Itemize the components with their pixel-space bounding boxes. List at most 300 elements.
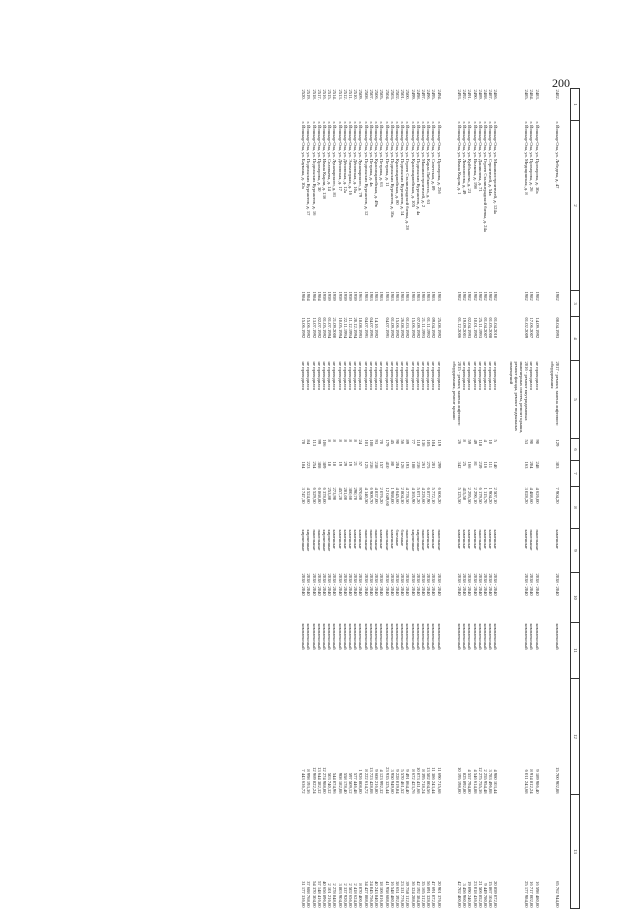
table-row xyxy=(483,89,488,909)
table-cell-col-10: 2038 - 2040 xyxy=(348,573,354,596)
table-cell-col-7: 29 xyxy=(342,461,348,467)
table-cell-col-3: 1983 xyxy=(379,291,385,301)
table-cell-col-13: 8 070 400,00 xyxy=(358,883,364,908)
table-cell-col-9: каменные xyxy=(426,529,432,549)
table-cell-col-11: комплексный xyxy=(327,623,333,650)
table-cell-col-12: 558 178,40 xyxy=(342,772,348,794)
table-cell-col-10: 2038 - 2040 xyxy=(482,573,488,596)
table-cell-col-4: 19.09.2001 xyxy=(462,317,468,339)
table-cell-col-12: 23 935 325,44 xyxy=(384,767,390,794)
table-cell-col-11: комплексный xyxy=(477,623,483,650)
table-cell-col-9: панельные xyxy=(316,529,322,551)
table-cell-col-6: 89 xyxy=(405,439,411,445)
table-cell-col-12: 9 228 019,84 xyxy=(394,769,400,794)
table-cell-col-5: 2015 - ремонт, замена лифтового оборудования, ремонт крыши xyxy=(451,361,462,426)
table-cell-col-11: комплексный xyxy=(368,623,374,650)
table-cell-col-8: 4 226,60 xyxy=(420,487,426,504)
table-row xyxy=(529,89,534,909)
table-cell-col-8: 12 049,60 xyxy=(384,487,390,506)
table-cell-col-7: 303 xyxy=(555,461,560,469)
table-cell-col-10: 2038 - 2040 xyxy=(456,573,462,596)
table-cell-col-12: 4 546 614,88 xyxy=(472,769,478,794)
table-cell-col-4: 10.01.1992 xyxy=(472,317,478,339)
table-cell-col-12: 9 189 986,40 xyxy=(534,769,540,794)
table-cell-col-11: комплексный xyxy=(493,623,499,650)
table-cell-col-7: 193 xyxy=(405,461,411,469)
table-cell-col-7: 18 xyxy=(327,461,333,467)
table-cell-col-11: комплексный xyxy=(311,623,317,650)
table-cell-col-4: 01.05.1992 xyxy=(322,317,328,339)
column-number-13: 13 xyxy=(571,795,580,909)
table-cell-col-3: 1983 xyxy=(420,291,426,301)
table-cell-col-12: 4 123 992,32 xyxy=(379,769,385,794)
table-cell-col-11: комплексный xyxy=(363,623,369,650)
table-row xyxy=(353,89,358,909)
table-cell-col-13: 36 324 288,00 xyxy=(410,881,416,908)
table-cell-col-2: г. Йошкар-Ола, ул. Подольских Курсантов, д. 12 xyxy=(363,121,369,216)
table-cell-col-10: 2038 - 2040 xyxy=(410,573,416,596)
table-cell-col-5: не проводился xyxy=(332,361,338,390)
group-spacer xyxy=(498,89,508,909)
table-cell-col-12: 2 255 954,48 xyxy=(482,769,488,794)
table-cell-col-2: г. Йошкар-Ола, ул. Героев Сталинградской битвы, д. 28 xyxy=(405,121,411,230)
table-cell-col-12: 8 998 193,36 xyxy=(306,769,312,794)
column-number-3: 3 xyxy=(571,291,580,317)
table-cell-col-7: 19 xyxy=(337,461,343,467)
table-cell-col-5: не проводился xyxy=(353,361,359,390)
table-cell-col-1: 2509. xyxy=(358,89,364,100)
table-cell-col-4: 15.06.1992 xyxy=(301,317,307,339)
table-cell-col-9: кирпичные xyxy=(306,529,312,552)
table-cell-col-12: 6 011 243,68 xyxy=(524,769,530,794)
table-cell-col-1: 2515. xyxy=(327,89,333,100)
table-cell-col-12: 908 182,08 xyxy=(337,772,343,794)
table-cell-col-8: 6 378,00 xyxy=(322,487,328,504)
group-spacer xyxy=(560,89,571,909)
table-cell-col-12: 7 443 636,72 xyxy=(301,769,307,794)
table-cell-col-10: 2038 - 2040 xyxy=(488,573,494,596)
table-cell-col-11: комплексный xyxy=(301,623,307,650)
table-cell-col-7: 25 xyxy=(462,461,468,467)
table-cell-col-9: каменные xyxy=(467,529,473,549)
group-spacer xyxy=(442,89,452,909)
table-row xyxy=(343,89,348,909)
table-cell-col-4: 25.11.1993 xyxy=(477,317,483,339)
table-row xyxy=(390,89,395,909)
table-cell-col-9: блочные xyxy=(394,529,400,547)
table-cell-col-4: 02.07.1992 xyxy=(316,317,322,339)
table-cell-col-6: 78 xyxy=(301,439,307,445)
table-cell-col-11: комплексный xyxy=(456,623,462,650)
registry-table xyxy=(301,88,580,909)
table-cell-col-9: панельные xyxy=(384,529,390,551)
table-cell-col-4: 02.04.1993 xyxy=(467,317,473,339)
table-cell-col-4: 21.09.2000 xyxy=(332,317,338,339)
table-cell-col-6: 4 xyxy=(482,439,488,442)
table-cell-col-12: 8 395 718,24 xyxy=(420,769,426,794)
table-cell-col-2: г. Йошкар-Ола, ул. Дѐповская, д. 17 xyxy=(337,121,343,191)
table-cell-col-8: 5 125,50 xyxy=(456,487,462,504)
table-cell-col-8: 5 071,20 xyxy=(415,487,421,504)
group-spacer xyxy=(540,89,550,909)
table-cell-col-2: г. Йошкар-Ола, ул. Карла Либкнехта, д. 63 xyxy=(426,121,432,205)
table-cell-col-10: 2038 - 2040 xyxy=(467,573,473,596)
table-cell-col-8: 300,60 xyxy=(348,487,354,501)
table-row xyxy=(384,89,389,909)
table-cell-col-10: 2038 - 2040 xyxy=(405,573,411,596)
table-cell-col-12: 9 608 216,80 xyxy=(374,769,380,794)
table-cell-col-4: 11.12.1994 xyxy=(348,317,354,339)
table-cell-col-4: 17.06.2007 xyxy=(529,317,535,339)
table-cell-col-10: 2038 - 2040 xyxy=(358,573,364,596)
table-cell-col-5: не проводился xyxy=(394,361,400,390)
table-cell-col-7: 80 xyxy=(389,461,395,467)
table-cell-col-1: 2495. xyxy=(431,89,437,100)
table-cell-col-3: 1983 xyxy=(410,291,416,301)
table-cell-col-1: 2506. xyxy=(374,89,380,100)
table-cell-col-6: 45 xyxy=(389,439,395,445)
table-cell-col-3: 1984 xyxy=(311,291,317,301)
table-cell-col-9: кирпичные xyxy=(327,529,333,552)
table-cell-col-13: 2 418 624,00 xyxy=(353,883,359,908)
table-cell-col-8: 2 804,30 xyxy=(400,487,406,504)
table-cell-col-7: 111 xyxy=(488,461,494,469)
table-cell-col-7: 157 xyxy=(379,461,385,469)
table-cell-col-5: не проводился xyxy=(322,361,328,390)
table-cell-col-2: г. Йошкар-Ола, ул. Подольских Курсантов, д. 17 xyxy=(306,121,312,216)
table-cell-col-1: 2483. xyxy=(534,89,540,100)
table-cell-col-12: 503 740,32 xyxy=(327,772,333,794)
table-cell-col-5: не проводился xyxy=(420,361,426,390)
table-cell-col-13: 40 656 896,00 xyxy=(322,881,328,908)
table-cell-col-7: 81 xyxy=(472,461,478,467)
table-cell-col-4: 09.04.1992 xyxy=(431,317,437,339)
table-cell-col-1: 2517. xyxy=(316,89,322,100)
table-cell-col-12: 3 783 496,08 xyxy=(488,769,494,794)
table-cell-col-12: 544 074,96 xyxy=(332,772,338,794)
table-cell-col-8: 6 529,50 xyxy=(311,487,317,504)
table-cell-col-10: 2038 - 2040 xyxy=(477,573,483,596)
table-cell-col-3: 1984 xyxy=(306,291,312,301)
table-cell-col-6: 77 xyxy=(410,439,416,445)
table-cell-col-3: 1963 xyxy=(358,291,364,301)
table-cell-col-3: 1959 xyxy=(342,291,348,301)
table-cell-col-3: 1982 xyxy=(524,291,530,301)
table-cell-col-6: 8 xyxy=(337,439,343,442)
table-cell-col-12: 3 950 949,60 xyxy=(389,769,395,794)
group-spacer-cell xyxy=(498,89,508,909)
table-cell-col-5: не проводился xyxy=(488,361,494,390)
table-row xyxy=(462,89,467,909)
table-cell-col-9: каменные xyxy=(337,529,343,549)
table-cell-col-10: 2038 - 2040 xyxy=(394,573,400,596)
table-cell-col-3: 1982 xyxy=(493,291,499,301)
table-cell-col-11: комплексный xyxy=(400,623,406,650)
table-cell-col-10: 2038 - 2040 xyxy=(389,573,395,596)
table-cell-col-4: 01.05.2008 xyxy=(488,317,494,339)
table-row xyxy=(493,89,498,909)
table-cell-col-8: 6 868,80 xyxy=(316,487,322,504)
table-cell-col-9: каменные xyxy=(332,529,338,549)
table-cell-col-13: 42 192 384,00 xyxy=(415,881,421,908)
table-cell-col-1: 2519. xyxy=(306,89,312,100)
table-cell-col-2: г. Йошкар-Ола, ул. Петрова, д. 4в xyxy=(368,121,374,187)
table-cell-col-2: г. Йошкар-Ола, ул. Прохорова, д. 30а xyxy=(534,121,540,194)
table-cell-col-13: 31 177 336,00 xyxy=(301,881,307,908)
table-cell-col-8: 2 076,20 xyxy=(379,487,385,504)
table-cell-col-5: не проводился xyxy=(301,361,307,390)
table-cell-col-4: 01.11.1992 xyxy=(426,317,432,339)
table-cell-col-5: не проводился xyxy=(374,361,380,390)
table-cell-col-6: 119 xyxy=(436,439,442,447)
table-cell-col-2: г. Йошкар-Ола, ул. Прохорова, д. 30 xyxy=(316,121,322,192)
table-cell-col-10: 2038 - 2040 xyxy=(436,573,442,596)
table-cell-col-4: 01.12.2006 xyxy=(456,317,462,339)
column-number-row xyxy=(571,89,580,909)
table-cell-col-1: 2491. xyxy=(467,89,473,100)
table-cell-col-7: 18 xyxy=(332,461,338,467)
table-cell-col-9: каменные xyxy=(456,529,462,549)
table-cell-col-13: 57 148 416,00 xyxy=(316,881,322,908)
table-cell-col-4: 07.09.1992 xyxy=(415,317,421,339)
table-cell-col-7: 238 xyxy=(374,461,380,469)
table-cell-col-10: 2038 - 2040 xyxy=(337,573,343,596)
table-cell-col-13: 23 331 776,00 xyxy=(400,881,406,908)
table-cell-col-9: панельные xyxy=(311,529,317,551)
table-cell-col-1: 2486. xyxy=(493,89,499,100)
table-cell-col-10: 2038 - 2040 xyxy=(301,573,307,596)
table-cell-col-13: 39 758 112,00 xyxy=(405,881,411,908)
table-cell-col-1: 2497. xyxy=(420,89,426,100)
table-cell-col-11: комплексный xyxy=(436,623,442,650)
table-row xyxy=(534,89,539,909)
table-cell-col-6: 24 xyxy=(358,439,364,445)
table-cell-col-12: 13 723 428,08 xyxy=(368,767,374,794)
table-cell-col-5: 2016 - ремонт внутридомовых инженерных систем, ремонт крыши, ремонт фасада, ремонт подвальных помещений xyxy=(508,361,530,434)
table-cell-col-3: 1983 xyxy=(389,291,395,301)
table-row xyxy=(405,89,410,909)
table-cell-col-2: г. Йошкар-Ола, ул. Медицинская, д. 8 xyxy=(524,121,530,195)
table-cell-col-10: 2038 - 2040 xyxy=(400,573,406,596)
table-cell-col-10: 2038 - 2040 xyxy=(493,573,499,596)
table-cell-col-7: 188 xyxy=(410,461,416,469)
table-cell-col-6: 59 xyxy=(467,439,473,445)
table-cell-col-13: 56 891 328,00 xyxy=(426,881,432,908)
column-number-11: 11 xyxy=(571,623,580,679)
table-cell-col-9: каменные xyxy=(342,529,348,549)
table-cell-col-4: 18.08.1993 xyxy=(358,317,364,339)
table-cell-col-2: г. Йошкар-Ола, ул. Строителей, д. 54в xyxy=(488,121,494,196)
table-cell-col-4: 14.09.1992 xyxy=(534,317,540,339)
table-cell-col-11: комплексный xyxy=(488,623,494,650)
table-cell-col-7: 19 xyxy=(348,461,354,467)
table-cell-col-11: комплексный xyxy=(462,623,468,650)
table-cell-col-8: 7 904,20 xyxy=(555,487,560,504)
table-cell-col-1: 2484. xyxy=(529,89,535,100)
table-cell-col-12: 12 275 755,36 xyxy=(477,767,483,794)
table-row xyxy=(311,89,316,909)
table-cell-col-8: 1 115,70 xyxy=(482,487,488,504)
table-cell-col-6: 56 xyxy=(400,439,406,445)
table-cell-col-10: 2038 - 2040 xyxy=(420,573,426,596)
table-cell-col-9: панельные xyxy=(374,529,380,551)
table-cell-col-4: 15.06.1992 xyxy=(410,317,416,339)
table-cell-col-5: не проводился xyxy=(467,361,473,390)
table-row xyxy=(364,89,369,909)
table-cell-col-7: 410 xyxy=(384,461,390,469)
table-cell-col-9: панельные xyxy=(363,529,369,551)
table-cell-col-6: 49 xyxy=(472,439,478,445)
table-cell-col-2: г. Йошкар-Ола, ул. Соловьева, д. 14 xyxy=(327,121,333,191)
table-cell-col-6: 53 xyxy=(524,439,530,445)
table-cell-col-4: 01.07.1994 xyxy=(327,317,333,339)
table-cell-col-12: 10 195 198,00 xyxy=(456,767,462,794)
table-cell-col-4: 04.07.1991 xyxy=(384,317,390,339)
table-cell-col-7: 57 xyxy=(358,461,364,467)
table-cell-col-3: 1983 xyxy=(415,291,421,301)
table-cell-col-9: панельные xyxy=(405,529,411,551)
table-cell-col-6: 5 xyxy=(493,439,499,442)
table-cell-col-6: 70 xyxy=(379,439,385,445)
table-row xyxy=(400,89,405,909)
table-cell-col-13: 16 598 480,00 xyxy=(534,881,540,908)
table-cell-col-11: комплексный xyxy=(415,623,421,650)
table-cell-col-9: каменные xyxy=(493,529,499,549)
table-cell-col-2: г. Йошкар-Ола, ул. Прохорова, д. 25б xyxy=(436,121,442,194)
table-cell-col-1: 2520. xyxy=(301,89,307,100)
table-cell-col-7: 308 xyxy=(316,461,322,469)
table-cell-col-1: 2498. xyxy=(415,89,421,100)
table-cell-col-1: 2493. xyxy=(456,89,462,100)
table-row xyxy=(337,89,342,909)
table-cell-col-11: комплексный xyxy=(337,623,343,650)
table-cell-col-7: 184 xyxy=(301,461,307,469)
table-cell-col-7: 201 xyxy=(431,461,437,469)
table-cell-col-13: 38 651 392,00 xyxy=(394,881,400,908)
column-number-12: 12 xyxy=(571,679,580,795)
table-cell-col-13: 19 090 240,00 xyxy=(467,881,473,908)
table-cell-col-3: 1984 xyxy=(316,291,322,301)
table-cell-col-1: 2492. xyxy=(462,89,468,100)
table-cell-col-11: комплексный xyxy=(348,623,354,650)
table-cell-col-5: не проводился xyxy=(342,361,348,390)
table-cell-col-9: каменные xyxy=(431,529,437,549)
table-cell-col-5: не проводился xyxy=(384,361,390,390)
table-cell-col-10: 2038 - 2040 xyxy=(322,573,328,596)
table-cell-col-8: 5 772,10 xyxy=(431,487,437,504)
table-cell-col-2: г. Йошкар-Ола, ул. Подольских Курсантов, д. 10а xyxy=(389,121,395,218)
table-cell-col-10: 2038 - 2040 xyxy=(311,573,317,596)
table-cell-col-6: 179 xyxy=(384,439,390,447)
table-cell-col-5: не проводился xyxy=(316,361,322,390)
table-cell-col-2: г. Йошкар-Ола, ул. Машиностроителей, д. 124а xyxy=(493,121,499,214)
table-cell-col-12: 13 582 804,56 xyxy=(426,767,432,794)
table-cell-col-6: 118 xyxy=(415,439,421,447)
table-cell-col-5: не проводился xyxy=(477,361,483,390)
column-number-8: 8 xyxy=(571,487,580,529)
table-cell-col-13: 35 165 312,00 xyxy=(420,881,426,908)
table-cell-col-7: 204 xyxy=(394,461,400,469)
table-row xyxy=(348,89,353,909)
table-cell-col-5: 2017 - ремонт, замена лифтового оборудования xyxy=(549,361,560,426)
table-cell-col-4: 01.04.2007 xyxy=(482,317,488,339)
table-cell-col-9: каменные xyxy=(555,529,560,549)
table-cell-col-8: 6 606,20 xyxy=(436,487,442,504)
table-cell-col-8: 1 904,20 xyxy=(488,487,494,504)
table-cell-col-9: панельные xyxy=(529,529,535,551)
table-cell-col-6: 8 xyxy=(332,439,338,442)
table-cell-col-8: 4 365,90 xyxy=(410,487,416,504)
table-cell-col-4: 01.02.2009 xyxy=(524,317,530,339)
table-cell-col-4: 15.06.1992 xyxy=(394,317,400,339)
table-cell-col-9: кирпичные xyxy=(322,529,328,552)
table-cell-col-8: 290,70 xyxy=(353,487,359,501)
table-cell-col-10: 2038 - 2040 xyxy=(534,573,540,596)
table-cell-col-7: 204 xyxy=(529,461,535,469)
table-cell-col-1: 2511. xyxy=(348,89,354,100)
table-cell-col-12: 11 386 243,44 xyxy=(431,767,437,794)
table-row xyxy=(478,89,483,909)
column-number-9: 9 xyxy=(571,529,580,573)
table-cell-col-11: комплексный xyxy=(332,623,338,650)
table-cell-col-1: 2514. xyxy=(332,89,338,100)
table-cell-col-6: 8 xyxy=(462,439,468,442)
table-row xyxy=(317,89,322,909)
column-number-1: 1 xyxy=(571,89,580,121)
table-cell-col-6: 8 xyxy=(353,439,359,442)
table-cell-col-6: 106 xyxy=(322,439,328,447)
table-cell-col-10: 2038 - 2040 xyxy=(353,573,359,596)
table-cell-col-9: каменные xyxy=(358,529,364,549)
table-cell-col-5: не проводился xyxy=(426,361,432,390)
table-cell-col-12: 9 491 864,40 xyxy=(405,769,411,794)
table-cell-col-1: 2485. xyxy=(524,89,530,100)
table-cell-col-7: 223 xyxy=(306,461,312,469)
table-cell-col-13: 41 958 688,00 xyxy=(384,881,390,908)
table-cell-col-12: 8 672 423,76 xyxy=(410,769,416,794)
table-cell-col-6: 93 xyxy=(374,439,380,445)
table-cell-col-8: 3 747,30 xyxy=(301,487,307,504)
column-number-7: 7 xyxy=(571,461,580,487)
table-row xyxy=(416,89,421,909)
table-cell-col-7: 236 xyxy=(415,461,421,469)
table-cell-col-2: г. Йошкар-Ола, ул. Красноармейская, д. 49в xyxy=(374,121,380,207)
table-cell-col-13: 2 337 920,00 xyxy=(342,883,348,908)
table-cell-col-1: 2504. xyxy=(384,89,390,100)
table-cell-col-9: панельные xyxy=(436,529,442,551)
table-cell-col-2: г. Йошкар-Ола, ул. Лебедева, д. 47 xyxy=(555,121,560,189)
table-cell-col-7: 275 xyxy=(426,461,432,469)
table-cell-col-3: 1983 xyxy=(405,291,411,301)
table-cell-col-3: 1959 xyxy=(327,291,333,301)
table-cell-col-2: г. Йошкар-Ола, ул. Дѐповская, д. 10а xyxy=(353,121,359,193)
table-cell-col-1: 2513. xyxy=(337,89,343,100)
table-row xyxy=(379,89,384,909)
table-cell-col-13: 37 688 768,00 xyxy=(306,881,312,908)
table-cell-col-10: 2038 - 2040 xyxy=(379,573,385,596)
table-cell-col-9: панельные xyxy=(534,529,540,551)
table-cell-col-9: каменные xyxy=(462,529,468,549)
table-cell-col-5: не проводился xyxy=(358,361,364,390)
column-number-6: 6 xyxy=(571,439,580,461)
table-row xyxy=(436,89,441,909)
table-cell-col-11: комплексный xyxy=(316,623,322,650)
group-spacer-cell xyxy=(442,89,452,909)
table-cell-col-3: 1982 xyxy=(456,291,462,301)
table-cell-col-6: 101 xyxy=(363,439,369,447)
table-cell-col-11: комплексный xyxy=(384,623,390,650)
table-row xyxy=(550,89,560,909)
